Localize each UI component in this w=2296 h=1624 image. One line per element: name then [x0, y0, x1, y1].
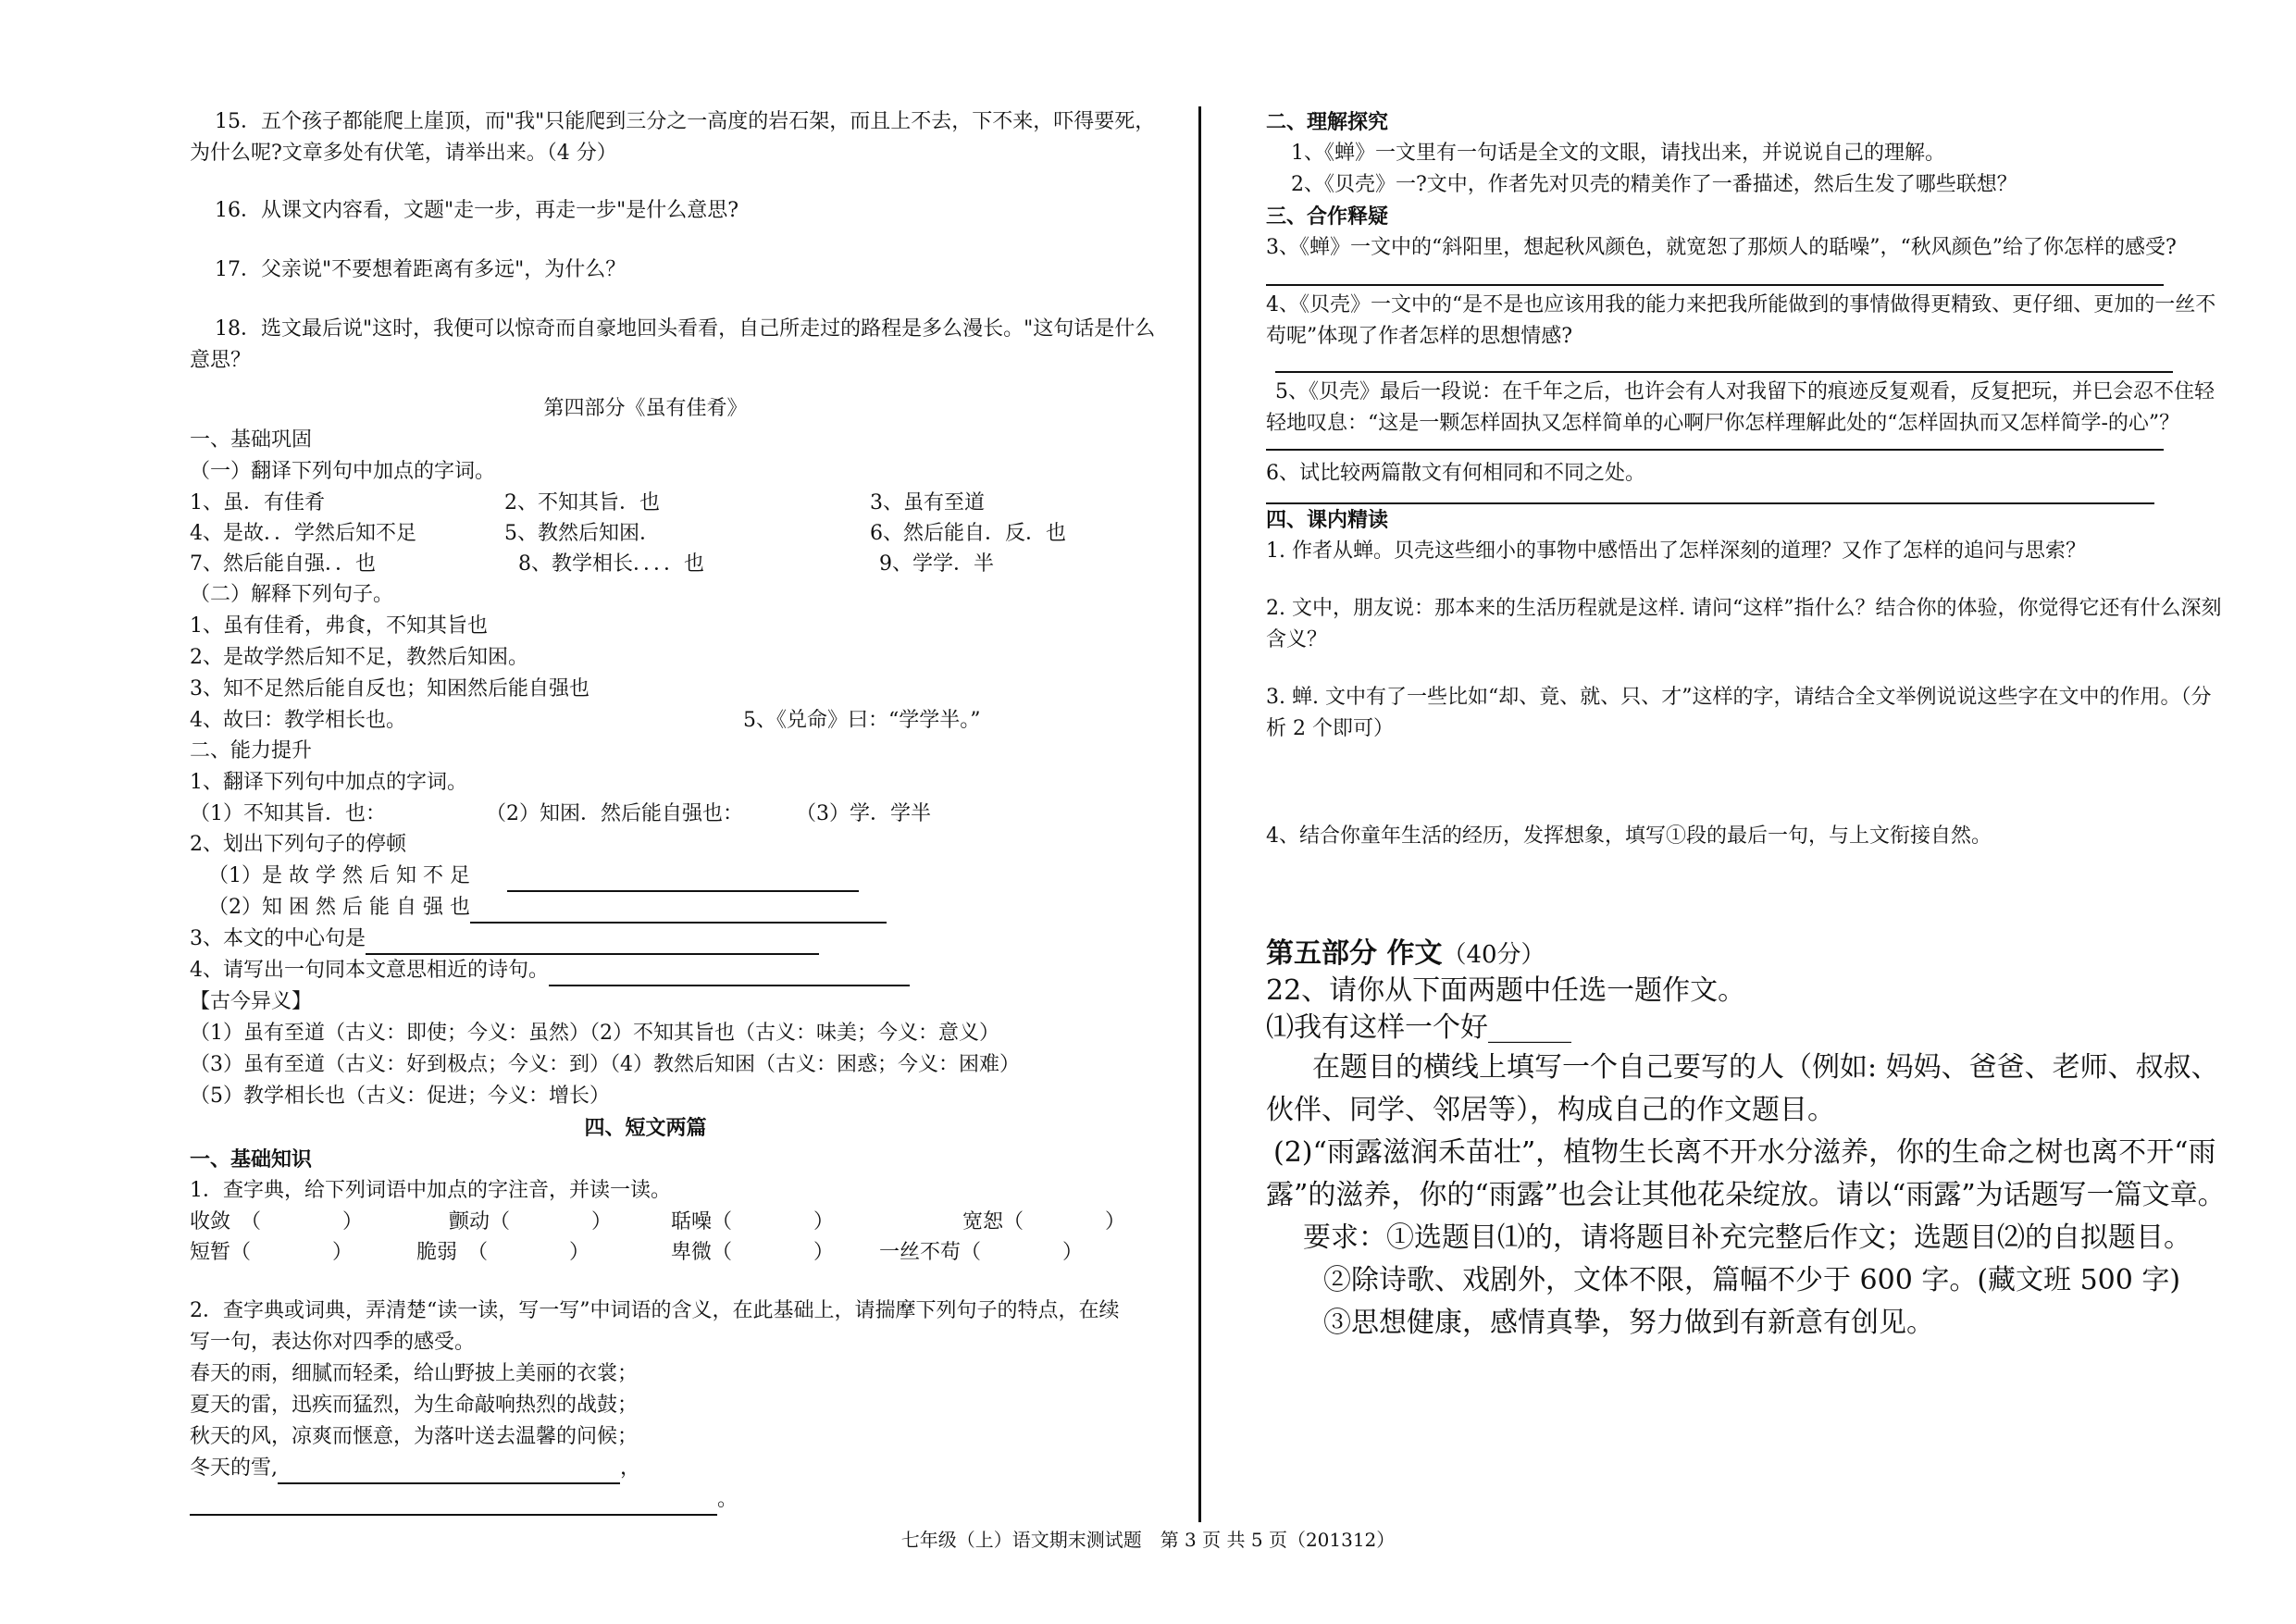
explain-2: 2、是故学然后知不足，教然后知困。 [190, 646, 528, 669]
section-ability: 二、能力提升 [190, 739, 313, 762]
cooperate-4: 4、《贝壳》一文中的“是不是也应该用我的能力来把我所能做到的事情做得更精致、更仔细、更加的一丝不苟呢”体现了作者怎样的思想情感? [1266, 293, 2216, 348]
ability-4: 4、请写出一句同本文意思相近的诗句。 [190, 955, 1157, 986]
part5-title: 第五部分 作文（40分） [1266, 937, 1545, 970]
ability-2-item-1: （1）是 故 学 然 后 知 不 足 [190, 861, 1157, 892]
answer-line[interactable] [507, 870, 859, 892]
section-close-reading: 四、课内精读 [1266, 508, 1389, 532]
subsection-explain: （二）解释下列句子。 [190, 583, 394, 606]
pinyin-item: 脆弱 （ ） [416, 1241, 590, 1264]
jichu-1: 1．查字典，给下列词语中加点的字注音，并读一读。 [190, 1179, 671, 1202]
essay-requirement-3: ③思想健康，感情真挚，努力做到有新意有创见。 [1323, 1307, 1934, 1339]
pinyin-item: 短暂（ ） [190, 1241, 354, 1264]
gujin-1: （1）虽有至道（古义：即使；今义：虽然）（2）不知其旨也（古义：味美；今义：意义） [190, 1022, 999, 1045]
pinyin-item: 一丝不苟（ ） [879, 1241, 1084, 1264]
essay-option-2: (2)“雨露滋润禾苗壮”，植物生长离不开水分滋养，你的生命之树也离不开“雨露”的滋养，你的“雨露”也会让其他花朵绽放。请以“雨露”为话题写一篇文章。 [1266, 1136, 2226, 1211]
explain-4: 4、故曰：教学相长也。 [190, 709, 406, 732]
cooperate-6: 6、试比较两篇散文有何相同和不同之处。 [1266, 462, 1645, 485]
translate-item-4: 4、是故．．学然后知不足 [190, 522, 416, 545]
section-cooperate: 三、合作释疑 [1266, 205, 1389, 229]
translate-item-7: 7、然后能自强．．也 [190, 552, 376, 576]
ability-1-item-1: （1）不知其旨．也： [190, 802, 386, 825]
ability-2-item-2: （2）知 困 然 后 能 自 强 也 [190, 892, 1157, 924]
translate-item-2: 2、不知其旨．也 [504, 491, 660, 514]
season-winter-continue: 。 [190, 1484, 1157, 1516]
gujin-2: （3）虽有至道（古义：好到极点；今义：到）（4）教然后知困（古义：困惑；今义：困难） [190, 1053, 1020, 1076]
pinyin-item: 宽恕（ ） [962, 1210, 1126, 1233]
pinyin-row-2 [190, 1237, 1157, 1268]
explain-3: 3、知不足然后能自反也；知困然后能自强也 [190, 677, 590, 700]
season-winter: 冬天的雪, ， [190, 1453, 1157, 1484]
answer-line[interactable] [366, 933, 819, 955]
reading-4: 4、结合你童年生活的经历，发挥想象，填写①段的最后一句，与上文衔接自然。 [1266, 824, 1992, 848]
essay-22: 22、请你从下面两题中任选一题作文。 [1266, 974, 1746, 1007]
ability-2: 2、划出下列句子的停顿 [190, 833, 406, 856]
subsection-translate: （一）翻译下列句中加点的字词。 [190, 460, 496, 483]
answer-line[interactable] [190, 1494, 717, 1516]
translate-row-1 [190, 488, 1157, 518]
pinyin-item: 聒噪（ ） [671, 1210, 835, 1233]
answer-line[interactable] [549, 964, 910, 986]
explain-5: 5、《兑命》曰：“学学半。” [743, 709, 981, 732]
translate-row-3 [190, 549, 1157, 579]
right-column [1266, 106, 2228, 1345]
left-column [190, 106, 1157, 1516]
jichu-2: 2．查字典或词典，弄清楚“读一读，写一写”中词语的含义，在此基础上，请揣摩下列句子的特点，在续写一句，表达你对四季的感受。 [190, 1299, 1120, 1354]
translate-item-8: 8、教学相长．．．．也 [518, 552, 704, 576]
question-16: 16．从课文内容看，文题"走一步，再走一步"是什么意思? [215, 199, 739, 222]
page-footer: 七年级（上）语文期末测试题 第 3 页 共 5 页（201312） [900, 1529, 1396, 1551]
season-spring: 春天的雨，细腻而轻柔，给山野披上美丽的衣裳； [190, 1362, 639, 1385]
reading-1: 1. 作者从蝉。贝壳这些细小的事物中感悟出了怎样深刻的道理？又作了怎样的追问与思索？ [1266, 539, 2086, 563]
season-summer: 夏天的雷，迅疾而猛烈，为生命敲响热烈的战鼓； [190, 1394, 639, 1417]
ability-1-items [190, 799, 1157, 829]
reading-3: 3. 蝉. 文中有了一些比如“却、竟、就、只、才”这样的字，请结合全文举例说说这些字在文中的作用。（分析 2 个即可） [1266, 686, 2212, 740]
column-divider [1198, 106, 1201, 1522]
answer-line[interactable] [470, 901, 887, 924]
pinyin-item: 卑微（ ） [671, 1241, 835, 1264]
ability-3: 3、本文的中心句是 [190, 924, 1157, 955]
section-jichu: 一、基础知识 [190, 1147, 313, 1172]
ability-1: 1、翻译下列句中加点的字词。 [190, 771, 467, 794]
essay-requirement-2: ②除诗歌、戏剧外，文体不限，篇幅不少于 600 字。(藏文班 500 字) [1323, 1264, 2181, 1296]
translate-item-1: 1、虽．有佳肴 [190, 491, 325, 514]
pinyin-item: 颤动（ ） [449, 1210, 613, 1233]
gujin-title: 【古今异义】 [190, 990, 313, 1013]
translate-row-2 [190, 518, 1157, 549]
essay-requirement-1: 要求：①选题目⑴的，请将题目补充完整后作文；选题目⑵的自拟题目。 [1303, 1221, 2191, 1254]
cooperate-5: 5、《贝壳》最后一段说：在千年之后，也许会有人对我留下的痕迹反复观看，反复把玩，并巳会忍不住轻轻地叹息：“这是一颗怎样固执又怎样简单的心啊尸你怎样理解此处的“怎样固执而又怎样简学-的心”？ [1266, 380, 2215, 435]
ability-1-item-2: （2）知困．然后能自强也： [486, 802, 743, 825]
question-18: 18．选文最后说"这时，我便可以惊奇而自豪地回头看看，自己所走过的路程是多么漫长。"这句话是什么意思？ [190, 317, 1156, 372]
season-autumn: 秋天的风，凉爽而惬意，为落叶送去温馨的问候； [190, 1425, 639, 1448]
translate-item-3: 3、虽有至道 [870, 491, 985, 514]
section-understand: 二、理解探究 [1266, 110, 1389, 134]
essay-option-1: ⑴我有这样一个好______ [1266, 1011, 1571, 1044]
understand-1: 1、《蝉》一文里有一句话是全文的文眼，请找出来，并说说自己的理解。 [1291, 142, 1945, 165]
duanwen-title: 四、短文两篇 [584, 1116, 707, 1140]
translate-item-6: 6、然后能自．反．也 [870, 522, 1066, 545]
answer-line[interactable] [278, 1462, 620, 1484]
question-17: 17．父亲说"不要想着距离有多远"，为什么？ [215, 258, 627, 281]
understand-2: 2、《贝壳》一?文中，作者先对贝壳的精美作了一番描述，然后生发了哪些联想？ [1291, 173, 2017, 196]
gujin-3: （5）教学相长也（古义：促进；今义：增长） [190, 1085, 610, 1108]
translate-item-9: 9、学学．半 [879, 552, 994, 576]
translate-item-5: 5、教然后知困． [504, 522, 660, 545]
essay-option-1-desc: 在题目的横线上填写一个自己要写的人（例如: 妈妈、爸爸、老师、叔叔、伙伴、同学、邻居等），构成自己的作文题目。 [1266, 1051, 2219, 1126]
explain-row-4 [190, 705, 1157, 736]
pinyin-row-1 [190, 1207, 1157, 1237]
pinyin-item: 收敛 （ ） [190, 1210, 364, 1233]
reading-2: 2. 文中，朋友说：那本来的生活历程就是这样. 请问“这样”指什么？结合你的体验，你觉得它还有什么深刻含义？ [1266, 597, 2222, 651]
section-basic: 一、基础巩固 [190, 428, 313, 452]
cooperate-3: 3、《蝉》一文中的“斜阳里，想起秋风颜色，就宽恕了那烦人的聒噪”，“秋风颜色”给了你怎样的感受? [1266, 236, 2177, 259]
question-15: 15．五个孩子都能爬上崖顶，而"我"只能爬到三分之一高度的岩石架，而且上不去，下不来，吓得要死，为什么呢?文章多处有伏笔，请举出来。（4 分） [190, 110, 1156, 165]
part4-title: 第四部分《虽有佳肴》 [543, 397, 748, 420]
ability-1-item-3: （3）学．学半 [796, 802, 931, 825]
explain-1: 1、虽有佳肴，弗食，不知其旨也 [190, 614, 488, 638]
